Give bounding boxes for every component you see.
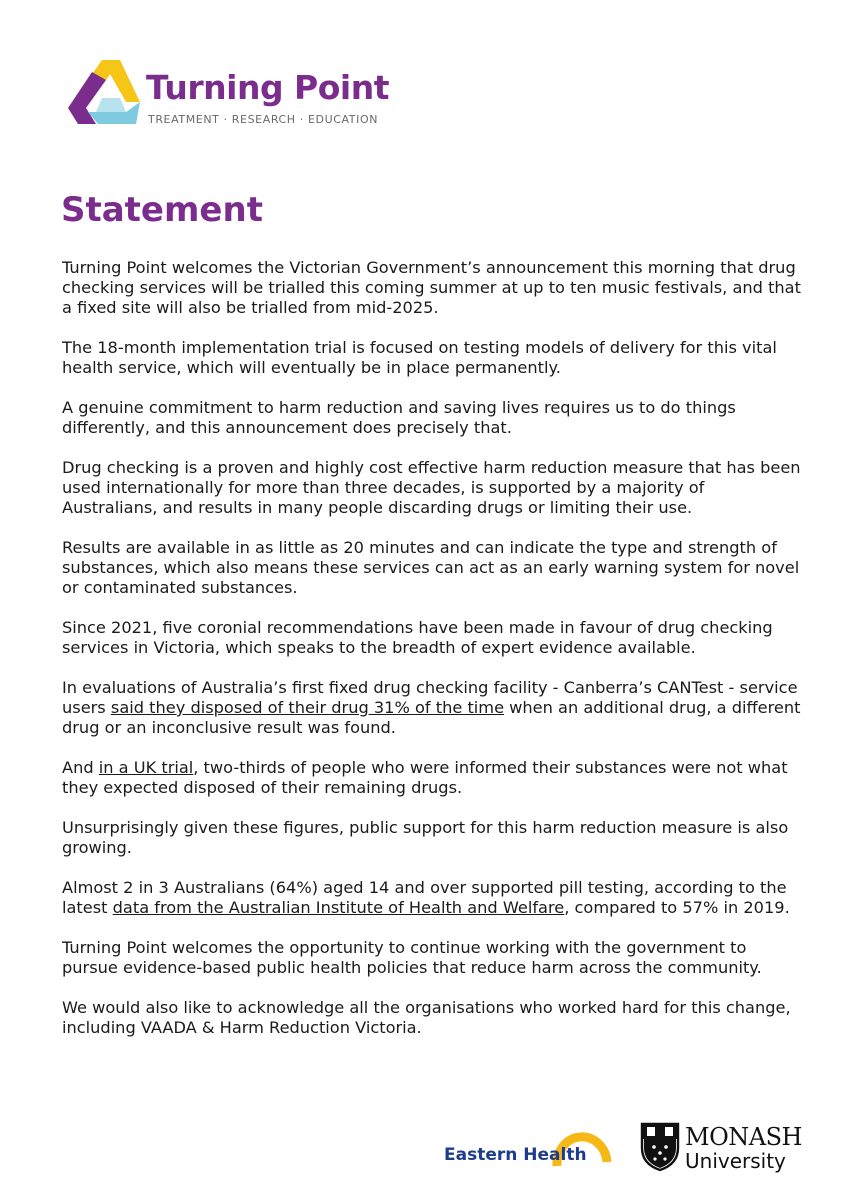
paragraph-12: We would also like to acknowledge all the organisations who worked hard for this change, including VAADA & Harm Reduction Victoria. (62, 998, 791, 1037)
page-title: Statement (61, 190, 263, 230)
paragraph-7-text-end: when an additional drug, a different drug or an inconclusive result was found. (62, 698, 801, 737)
paragraph-8-text-start: And (62, 758, 99, 777)
statement-body (62, 258, 802, 1058)
uk-trial-link[interactable]: in a UK trial (98, 758, 194, 777)
paragraph-9: Unsurprisingly given these figures, public support for this harm reduction measure is also growing. (62, 818, 789, 857)
turning-point-logo-mark-icon (66, 58, 144, 130)
paragraph-5: Results are available in as little as 20 minutes and can indicate the type and strength of substances, which also means these services can act as an early warning system for novel or contaminated substances. (62, 538, 800, 597)
paragraph-10 (62, 878, 802, 918)
paragraph-3: A genuine commitment to harm reduction and saving lives requires us to do things differently, and this announcement does precisely that. (62, 398, 736, 437)
monash-university-logo (640, 1122, 800, 1174)
paragraph-8-text-end: , two-thirds of people who were informed their substances were not what they expected disposed of their remaining drugs. (62, 758, 788, 797)
turning-point-logo-name: Turning Point (146, 68, 389, 107)
turning-point-logo-tagline: TREATMENT · RESEARCH · EDUCATION (148, 113, 379, 126)
paragraph-2: The 18-month implementation trial is focused on testing models of delivery for this vital health service, which will eventually be in place permanently. (62, 338, 777, 377)
paragraph-1: Turning Point welcomes the Victorian Government’s announcement this morning that drug checking services will be trialled this coming summer at up to ten music festivals, and that a fixed site will also be trialled from mid-2025. (62, 258, 801, 317)
paragraph-11: Turning Point welcomes the opportunity to continue working with the government to pursue evidence-based public health policies that reduce harm across the community. (62, 938, 762, 977)
aihw-data-link[interactable]: data from the Australian Institute of Health and Welfare (112, 898, 565, 917)
monash-name-line-2: University (685, 1149, 786, 1173)
cantest-evaluation-link[interactable]: said they disposed of their drug 31% of the time (110, 698, 505, 717)
paragraph-4: Drug checking is a proven and highly cost effective harm reduction measure that has been used internationally for more than three decades, is supported by a majority of Australians, and results in many people discarding drugs or limiting their use. (62, 458, 801, 517)
eastern-health-logo (444, 1126, 614, 1168)
paragraph-6: Since 2021, five coronial recommendations have been made in favour of drug checking services in Victoria, which speaks to the breadth of expert evidence available. (62, 618, 773, 657)
paragraph-10-text-start: Almost 2 in 3 Australians (64%) aged 14 and over supported pill testing, according to the latest (62, 878, 787, 917)
paragraph-7-text-start: In evaluations of Australia’s first fixed drug checking facility - Canberra’s CANTest - service users (62, 678, 798, 717)
eastern-health-name: Eastern Health (444, 1145, 587, 1165)
paragraph-7 (62, 678, 802, 738)
paragraph-10-text-end: , compared to 57% in 2019. (564, 898, 790, 917)
turning-point-logo (66, 58, 389, 130)
monash-name-line-1: MONASH (685, 1123, 802, 1151)
monash-crest-icon (640, 1122, 680, 1172)
paragraph-8 (62, 758, 802, 798)
